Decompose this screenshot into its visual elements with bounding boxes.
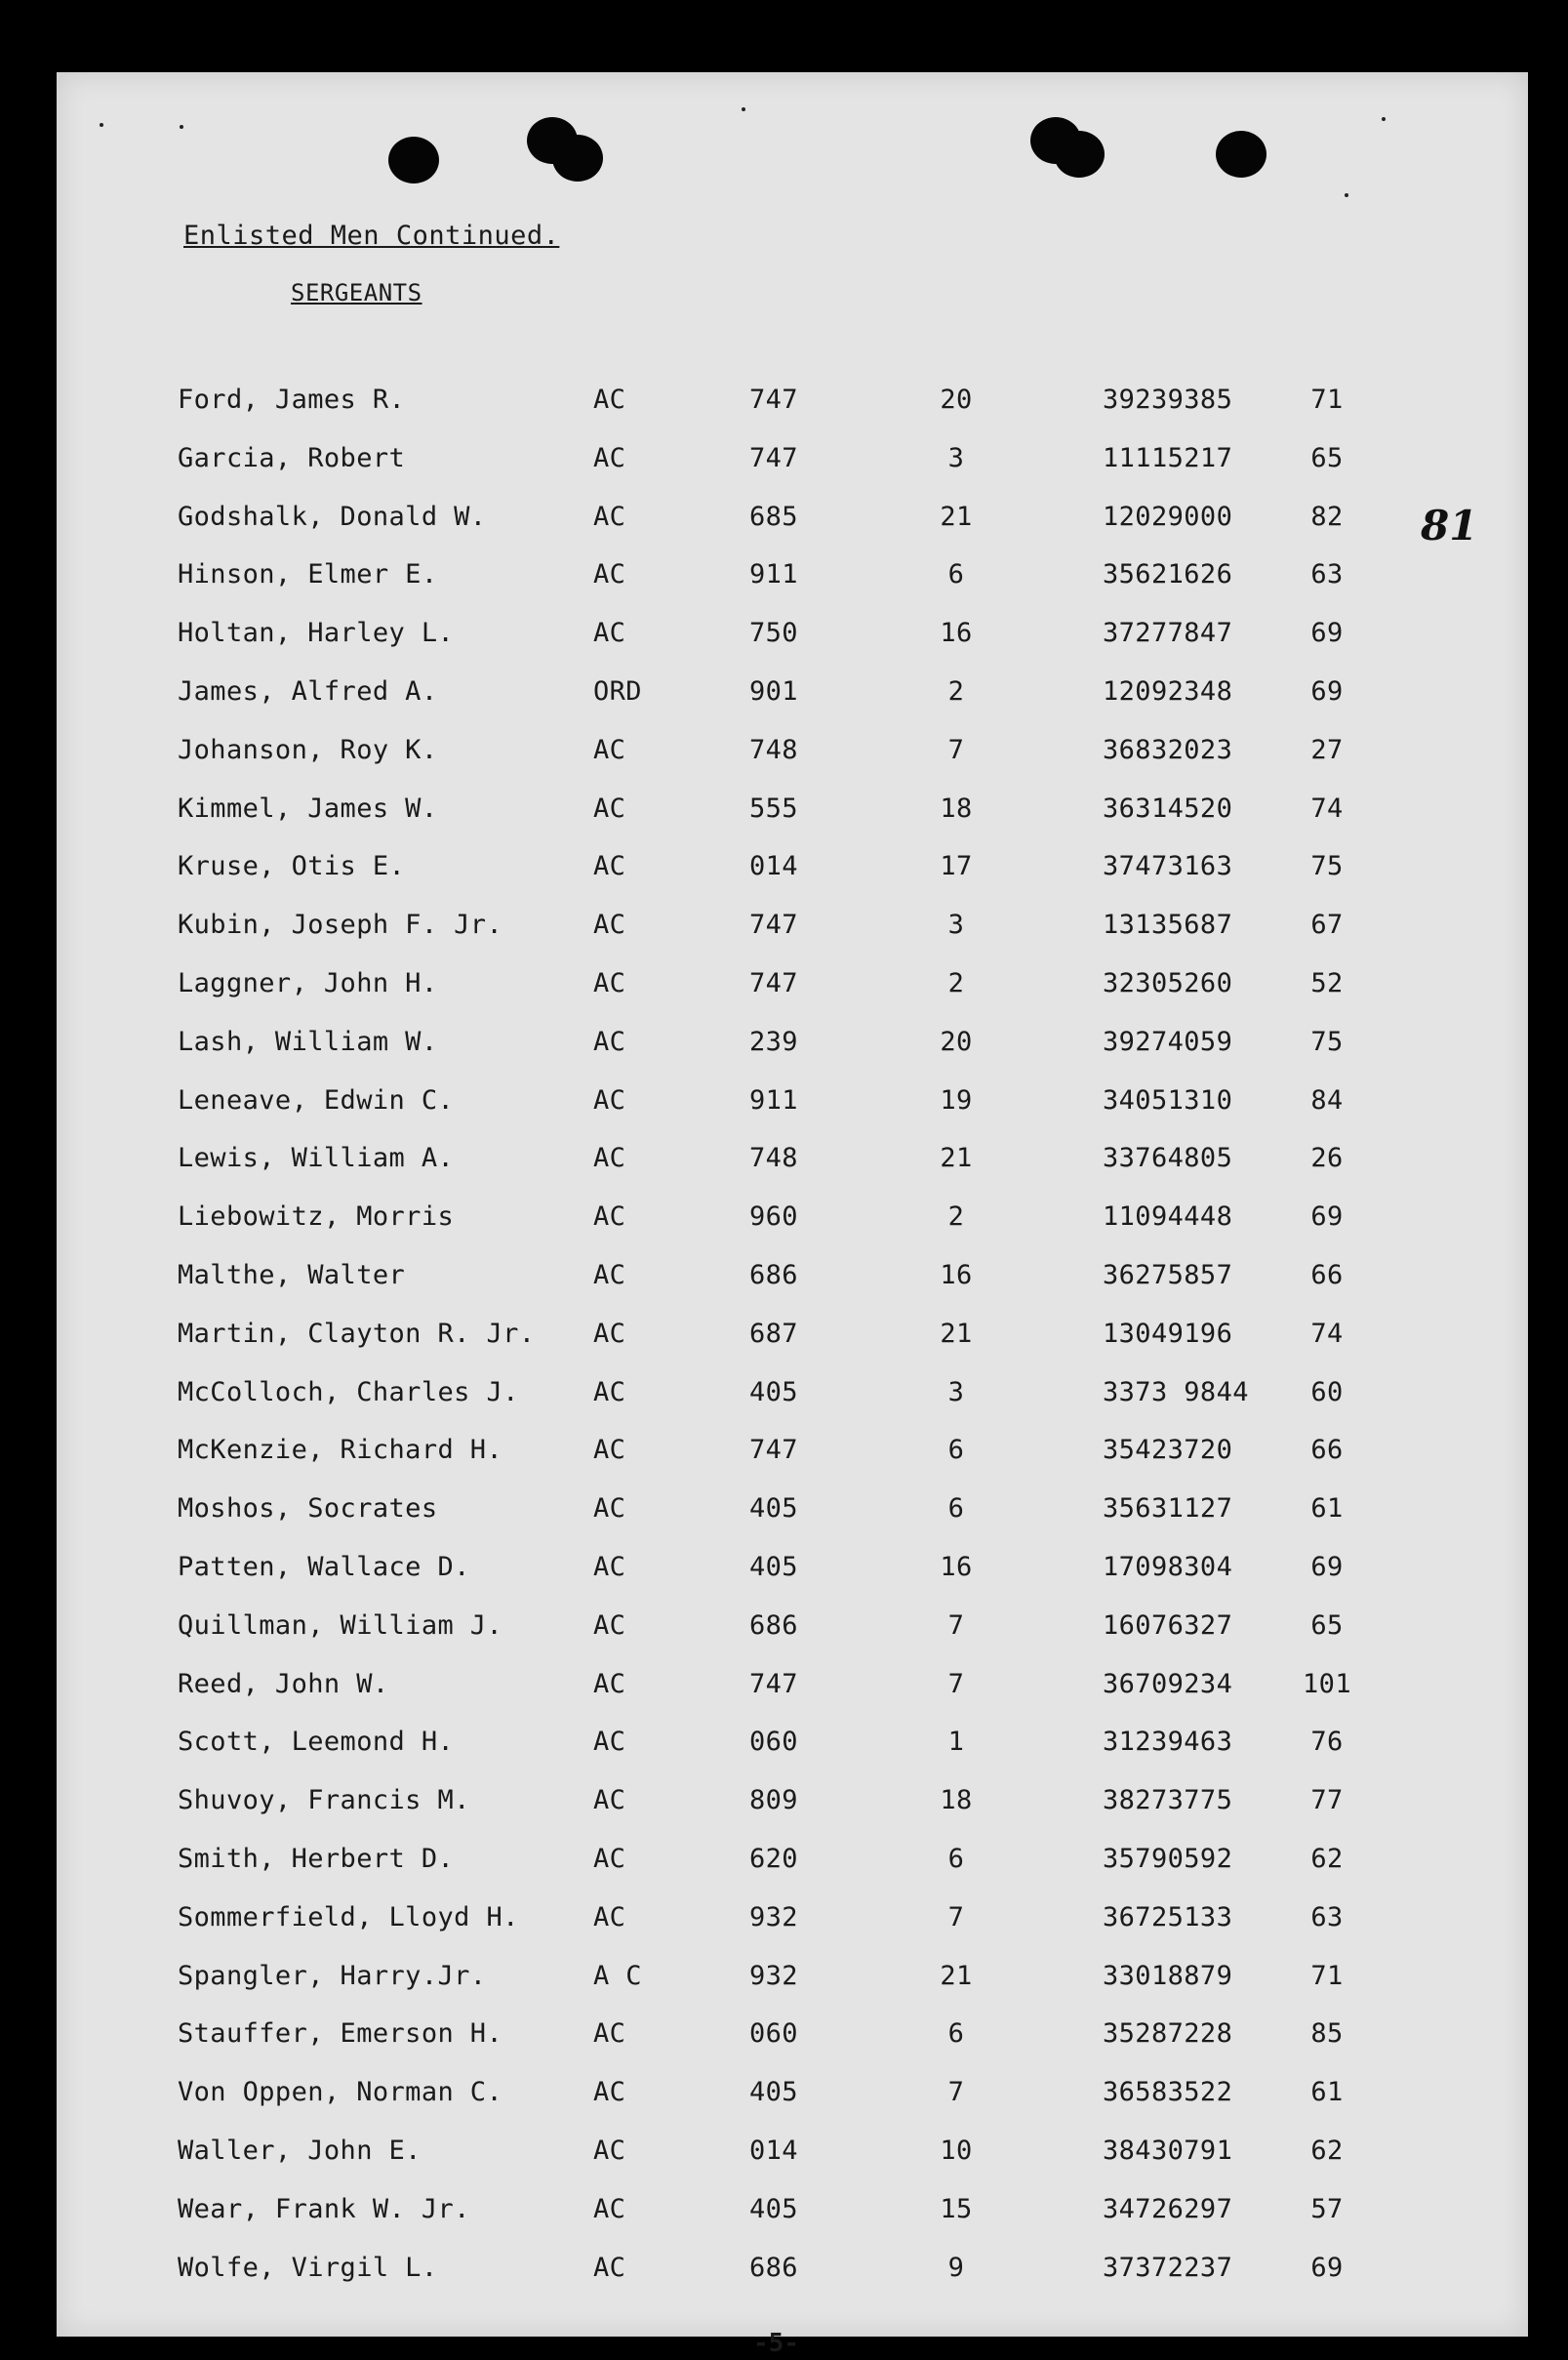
score-value: 69 [1310,675,1344,707]
serial-number: 38430791 [1103,2135,1233,2166]
serial-number: 33018879 [1103,1960,1233,1991]
branch-code: AC [593,2018,626,2050]
spec-code: 686 [749,1259,798,1290]
spec-code: 901 [749,675,798,707]
serial-number: 16076327 [1103,1609,1233,1641]
spec-code: 405 [749,1376,798,1407]
roster-row [57,1260,1528,1319]
spec-code: 809 [749,1785,798,1816]
score-value: 101 [1303,1668,1351,1699]
score-value: 69 [1310,1551,1344,1582]
score-value: 52 [1310,967,1344,998]
serial-number: 36275857 [1103,1259,1233,1290]
unit-number: 9 [947,2252,965,2283]
roster-row [57,1727,1528,1785]
roster-row [57,968,1528,1027]
soldier-name: Holtan, Harley L. [178,618,455,649]
score-value: 71 [1310,1960,1344,1991]
soldier-name: Moshos, Socrates [178,1493,438,1525]
branch-code: AC [593,967,626,998]
spec-code: 405 [749,2077,798,2108]
unit-number: 2 [947,1201,965,1233]
spec-code: 932 [749,1901,798,1933]
spec-code: 750 [749,618,798,649]
serial-number: 39274059 [1103,1026,1233,1057]
margin-annotation: 81 [1421,502,1478,549]
soldier-name: Malthe, Walter [178,1259,406,1290]
soldier-name: Kruse, Otis E. [178,851,406,882]
punch-hole [388,137,439,183]
score-value: 82 [1310,501,1344,532]
serial-number: 34051310 [1103,1084,1233,1116]
serial-number: 34726297 [1103,2193,1233,2224]
roster-row [57,1844,1528,1902]
unit-number: 16 [940,618,973,649]
score-value: 84 [1310,1084,1344,1116]
serial-number: 31239463 [1103,1727,1233,1758]
soldier-name: Johanson, Roy K. [178,734,438,765]
soldier-name: Ford, James R. [178,385,406,415]
roster-row [57,1961,1528,2019]
soldier-name: Shuvoy, Francis M. [178,1785,470,1816]
roster-row [57,1201,1528,1260]
branch-code: AC [593,793,626,824]
unit-number: 2 [947,675,965,707]
score-value: 26 [1310,1143,1344,1174]
branch-code: AC [593,2135,626,2166]
score-value: 63 [1310,559,1344,590]
roster-list [57,385,1528,2310]
unit-number: 16 [940,1259,973,1290]
branch-code: AC [593,385,626,415]
roster-row [57,1493,1528,1552]
section-heading: SERGEANTS [291,279,422,306]
spec-code: 685 [749,501,798,532]
serial-number: 12092348 [1103,675,1233,707]
serial-number: 36709234 [1103,1668,1233,1699]
score-value: 66 [1310,1435,1344,1466]
roster-row [57,1319,1528,1377]
soldier-name: Stauffer, Emerson H. [178,2018,503,2050]
punch-hole [1054,131,1105,178]
soldier-name: Kimmel, James W. [178,793,438,824]
speck [1382,117,1386,121]
soldier-name: Quillman, William J. [178,1609,503,1641]
serial-number: 35621626 [1103,559,1233,590]
unit-number: 16 [940,1551,973,1582]
score-value: 65 [1310,442,1344,473]
unit-number: 6 [947,559,965,590]
spec-code: 748 [749,734,798,765]
branch-code: AC [593,1727,626,1758]
score-value: 71 [1310,385,1344,415]
branch-code: AC [593,1843,626,1874]
serial-number: 36832023 [1103,734,1233,765]
branch-code: AC [593,559,626,590]
soldier-name: Smith, Herbert D. [178,1843,455,1874]
roster-row [57,793,1528,852]
branch-code: AC [593,1551,626,1582]
serial-number: 37473163 [1103,851,1233,882]
unit-number: 21 [940,501,973,532]
unit-number: 1 [947,1727,965,1758]
soldier-name: Leneave, Edwin C. [178,1084,455,1116]
serial-number: 38273775 [1103,1785,1233,1816]
serial-number: 33764805 [1103,1143,1233,1174]
score-value: 57 [1310,2193,1344,2224]
serial-number: 3373 9844 [1103,1376,1249,1407]
soldier-name: Lewis, William A. [178,1143,455,1174]
roster-row [57,2253,1528,2311]
roster-row [57,2077,1528,2136]
soldier-name: McColloch, Charles J. [178,1376,519,1407]
spec-code: 060 [749,2018,798,2050]
score-value: 66 [1310,1259,1344,1290]
branch-code: AC [593,1901,626,1933]
soldier-name: Godshalk, Donald W. [178,501,487,532]
branch-code: AC [593,1668,626,1699]
roster-row [57,735,1528,793]
score-value: 77 [1310,1785,1344,1816]
serial-number: 36725133 [1103,1901,1233,1933]
serial-number: 36314520 [1103,793,1233,824]
spec-code: 960 [749,1201,798,1233]
serial-number: 32305260 [1103,967,1233,998]
branch-code: ORD [593,675,642,707]
branch-code: AC [593,1785,626,1816]
serial-number: 12029000 [1103,501,1233,532]
spec-code: 747 [749,910,798,941]
roster-row [57,1435,1528,1493]
roster-row [57,1085,1528,1144]
roster-row [57,1143,1528,1201]
score-value: 85 [1310,2018,1344,2050]
unit-number: 21 [940,1960,973,1991]
branch-code: AC [593,442,626,473]
speck [742,107,745,111]
branch-code: AC [593,1318,626,1349]
score-value: 63 [1310,1901,1344,1933]
speck [180,125,183,129]
spec-code: 747 [749,442,798,473]
roster-row [57,559,1528,618]
soldier-name: Martin, Clayton R. Jr. [178,1318,536,1349]
speck [1345,193,1348,197]
unit-number: 7 [947,2077,965,2108]
spec-code: 747 [749,385,798,415]
unit-number: 7 [947,734,965,765]
score-value: 65 [1310,1609,1344,1641]
serial-number: 13049196 [1103,1318,1233,1349]
spec-code: 405 [749,2193,798,2224]
score-value: 74 [1310,1318,1344,1349]
branch-code: AC [593,1259,626,1290]
unit-number: 6 [947,1435,965,1466]
roster-row [57,2018,1528,2077]
branch-code: AC [593,734,626,765]
branch-code: AC [593,910,626,941]
spec-code: 747 [749,1435,798,1466]
unit-number: 20 [940,1026,973,1057]
branch-code: AC [593,1376,626,1407]
roster-row [57,443,1528,502]
score-value: 27 [1310,734,1344,765]
soldier-name: Waller, John E. [178,2135,422,2166]
serial-number: 36583522 [1103,2077,1233,2108]
serial-number: 35631127 [1103,1493,1233,1525]
roster-row [57,385,1528,443]
spec-code: 687 [749,1318,798,1349]
branch-code: AC [593,501,626,532]
unit-number: 17 [940,851,973,882]
soldier-name: James, Alfred A. [178,675,438,707]
roster-row [57,1669,1528,1728]
roster-row [57,2136,1528,2194]
spec-code: 014 [749,851,798,882]
spec-code: 748 [749,1143,798,1174]
branch-code: AC [593,1201,626,1233]
spec-code: 686 [749,2252,798,2283]
score-value: 62 [1310,1843,1344,1874]
score-value: 75 [1310,1026,1344,1057]
serial-number: 13135687 [1103,910,1233,941]
roster-row [57,1027,1528,1085]
unit-number: 19 [940,1084,973,1116]
score-value: 69 [1310,1201,1344,1233]
soldier-name: Wear, Frank W. Jr. [178,2193,470,2224]
soldier-name: Scott, Leemond H. [178,1727,455,1758]
serial-number: 35287228 [1103,2018,1233,2050]
spec-code: 911 [749,1084,798,1116]
branch-code: AC [593,1609,626,1641]
roster-row [57,1785,1528,1844]
unit-number: 6 [947,1843,965,1874]
branch-code: AC [593,1084,626,1116]
unit-number: 7 [947,1668,965,1699]
roster-row [57,618,1528,676]
roster-row [57,676,1528,735]
serial-number: 17098304 [1103,1551,1233,1582]
spec-code: 405 [749,1493,798,1525]
unit-number: 3 [947,910,965,941]
unit-number: 7 [947,1609,965,1641]
roster-row [57,851,1528,910]
score-value: 76 [1310,1727,1344,1758]
serial-number: 11094448 [1103,1201,1233,1233]
spec-code: 747 [749,967,798,998]
branch-code: AC [593,2193,626,2224]
roster-row [57,1377,1528,1436]
roster-row [57,2194,1528,2253]
branch-code: AC [593,1026,626,1057]
branch-code: AC [593,1435,626,1466]
unit-number: 15 [940,2193,973,2224]
soldier-name: Patten, Wallace D. [178,1551,470,1582]
serial-number: 11115217 [1103,442,1233,473]
roster-row [57,1902,1528,1961]
spec-code: 686 [749,1609,798,1641]
roster-row [57,910,1528,968]
spec-code: 620 [749,1843,798,1874]
unit-number: 6 [947,1493,965,1525]
score-value: 61 [1310,2077,1344,2108]
speck [100,123,103,127]
score-value: 69 [1310,2252,1344,2283]
score-value: 60 [1310,1376,1344,1407]
score-value: 75 [1310,851,1344,882]
roster-row [57,502,1528,560]
punch-hole [1216,131,1266,178]
soldier-name: Laggner, John H. [178,967,438,998]
punch-hole [552,135,603,182]
unit-number: 7 [947,1901,965,1933]
branch-code: AC [593,618,626,649]
spec-code: 932 [749,1960,798,1991]
document-page [57,72,1528,2358]
soldier-name: Lash, William W. [178,1026,438,1057]
branch-code: AC [593,1493,626,1525]
soldier-name: Spangler, Harry.Jr. [178,1960,487,1991]
branch-code: AC [593,2077,626,2108]
score-value: 67 [1310,910,1344,941]
serial-number: 37372237 [1103,2252,1233,2283]
unit-number: 3 [947,442,965,473]
soldier-name: Wolfe, Virgil L. [178,2252,438,2283]
branch-code: AC [593,851,626,882]
branch-code: AC [593,1143,626,1174]
spec-code: 747 [749,1668,798,1699]
page-number: -5- [753,2329,799,2358]
unit-number: 21 [940,1143,973,1174]
unit-number: 10 [940,2135,973,2166]
unit-number: 18 [940,1785,973,1816]
soldier-name: Reed, John W. [178,1668,389,1699]
serial-number: 37277847 [1103,618,1233,649]
score-value: 61 [1310,1493,1344,1525]
soldier-name: Von Oppen, Norman C. [178,2077,503,2108]
spec-code: 911 [749,559,798,590]
unit-number: 21 [940,1318,973,1349]
score-value: 62 [1310,2135,1344,2166]
soldier-name: Kubin, Joseph F. Jr. [178,910,503,941]
unit-number: 3 [947,1376,965,1407]
page-heading: Enlisted Men Continued. [183,221,560,251]
soldier-name: Liebowitz, Morris [178,1201,455,1233]
soldier-name: McKenzie, Richard H. [178,1435,503,1466]
branch-code: AC [593,2252,626,2283]
unit-number: 18 [940,793,973,824]
branch-code: A C [593,1960,642,1991]
soldier-name: Garcia, Robert [178,442,406,473]
unit-number: 6 [947,2018,965,2050]
roster-row [57,1552,1528,1610]
soldier-name: Sommerfield, Lloyd H. [178,1901,519,1933]
roster-row [57,1610,1528,1669]
serial-number: 35423720 [1103,1435,1233,1466]
score-value: 69 [1310,618,1344,649]
spec-code: 014 [749,2135,798,2166]
serial-number: 39239385 [1103,385,1233,415]
soldier-name: Hinson, Elmer E. [178,559,438,590]
spec-code: 060 [749,1727,798,1758]
serial-number: 35790592 [1103,1843,1233,1874]
unit-number: 2 [947,967,965,998]
unit-number: 20 [940,385,973,415]
spec-code: 405 [749,1551,798,1582]
spec-code: 239 [749,1026,798,1057]
score-value: 74 [1310,793,1344,824]
spec-code: 555 [749,793,798,824]
